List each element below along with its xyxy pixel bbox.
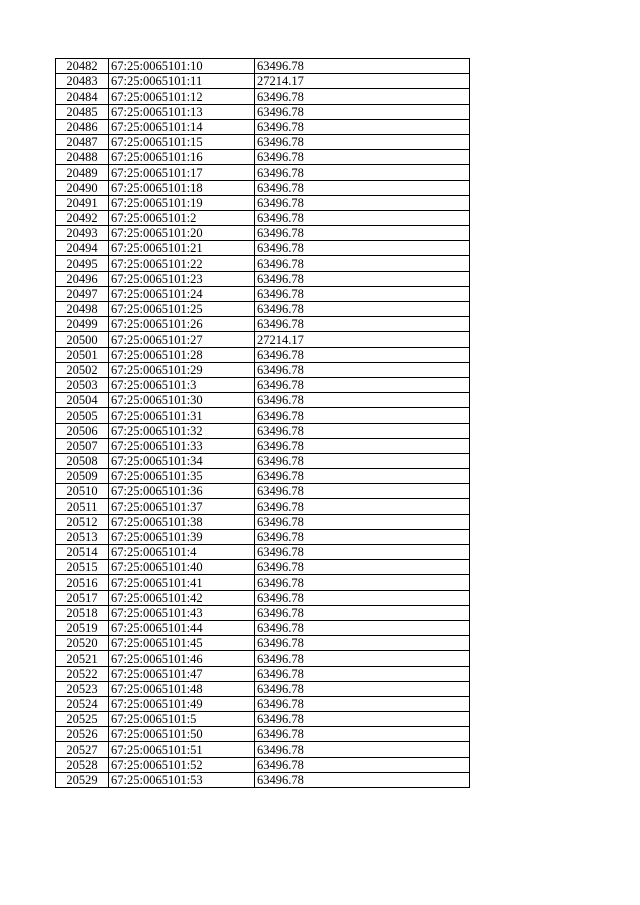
value-cell: 63496.78: [255, 590, 470, 605]
cadastral-number-cell: 67:25:0065101:10: [109, 59, 255, 74]
row-number-cell: 20482: [56, 59, 109, 74]
table-row: [56, 636, 470, 651]
value-cell: 63496.78: [255, 226, 470, 241]
cadastral-number-cell: 67:25:0065101:25: [109, 302, 255, 317]
row-number-cell: 20523: [56, 681, 109, 696]
value-cell: 63496.78: [255, 712, 470, 727]
table-row: [56, 210, 470, 225]
value-cell: 63496.78: [255, 742, 470, 757]
row-number-cell: 20529: [56, 772, 109, 787]
row-number-cell: 20506: [56, 423, 109, 438]
table-row: [56, 666, 470, 681]
row-number-cell: 20513: [56, 529, 109, 544]
table-row: [56, 362, 470, 377]
cadastral-number-cell: 67:25:0065101:15: [109, 134, 255, 149]
value-cell: 63496.78: [255, 241, 470, 256]
row-number-cell: 20492: [56, 210, 109, 225]
table-row: [56, 484, 470, 499]
cadastral-number-cell: 67:25:0065101:33: [109, 438, 255, 453]
cadastral-number-cell: 67:25:0065101:34: [109, 453, 255, 468]
row-number-cell: 20509: [56, 469, 109, 484]
cadastral-number-cell: 67:25:0065101:46: [109, 651, 255, 666]
cadastral-number-cell: 67:25:0065101:14: [109, 119, 255, 134]
row-number-cell: 20486: [56, 119, 109, 134]
table-row: [56, 545, 470, 560]
row-number-cell: 20487: [56, 134, 109, 149]
row-number-cell: 20500: [56, 332, 109, 347]
cadastral-number-cell: 67:25:0065101:45: [109, 636, 255, 651]
row-number-cell: 20493: [56, 226, 109, 241]
table-row: [56, 590, 470, 605]
table-row: [56, 256, 470, 271]
row-number-cell: 20510: [56, 484, 109, 499]
table-row: [56, 271, 470, 286]
cadastral-number-cell: 67:25:0065101:24: [109, 286, 255, 301]
row-number-cell: 20490: [56, 180, 109, 195]
cadastral-number-cell: 67:25:0065101:36: [109, 484, 255, 499]
table-row: [56, 317, 470, 332]
row-number-cell: 20505: [56, 408, 109, 423]
row-number-cell: 20511: [56, 499, 109, 514]
cadastral-number-cell: 67:25:0065101:40: [109, 560, 255, 575]
table-row: [56, 620, 470, 635]
table-row: [56, 605, 470, 620]
table-row: [56, 529, 470, 544]
value-cell: 63496.78: [255, 545, 470, 560]
cadastral-number-cell: 67:25:0065101:51: [109, 742, 255, 757]
value-cell: 63496.78: [255, 529, 470, 544]
value-cell: 63496.78: [255, 651, 470, 666]
value-cell: 63496.78: [255, 696, 470, 711]
value-cell: 27214.17: [255, 74, 470, 89]
row-number-cell: 20497: [56, 286, 109, 301]
table-row: [56, 575, 470, 590]
cadastral-number-cell: 67:25:0065101:30: [109, 393, 255, 408]
value-cell: 63496.78: [255, 150, 470, 165]
value-cell: 63496.78: [255, 271, 470, 286]
data-table: [55, 58, 470, 788]
table-row: [56, 59, 470, 74]
table-row: [56, 393, 470, 408]
cadastral-number-cell: 67:25:0065101:39: [109, 529, 255, 544]
value-cell: 63496.78: [255, 377, 470, 392]
row-number-cell: 20519: [56, 620, 109, 635]
value-cell: 63496.78: [255, 575, 470, 590]
cadastral-number-cell: 67:25:0065101:38: [109, 514, 255, 529]
cadastral-number-cell: 67:25:0065101:5: [109, 712, 255, 727]
table-row: [56, 469, 470, 484]
value-cell: 63496.78: [255, 286, 470, 301]
value-cell: 63496.78: [255, 210, 470, 225]
table-row: [56, 560, 470, 575]
row-number-cell: 20485: [56, 104, 109, 119]
value-cell: 63496.78: [255, 453, 470, 468]
cadastral-number-cell: 67:25:0065101:32: [109, 423, 255, 438]
table-row: [56, 408, 470, 423]
table-row: [56, 165, 470, 180]
table-row: [56, 332, 470, 347]
cadastral-number-cell: 67:25:0065101:4: [109, 545, 255, 560]
row-number-cell: 20489: [56, 165, 109, 180]
row-number-cell: 20526: [56, 727, 109, 742]
table-row: [56, 302, 470, 317]
cadastral-number-cell: 67:25:0065101:53: [109, 772, 255, 787]
value-cell: 63496.78: [255, 636, 470, 651]
cadastral-number-cell: 67:25:0065101:13: [109, 104, 255, 119]
table-row: [56, 453, 470, 468]
value-cell: 63496.78: [255, 256, 470, 271]
row-number-cell: 20528: [56, 757, 109, 772]
row-number-cell: 20495: [56, 256, 109, 271]
table-row: [56, 712, 470, 727]
row-number-cell: 20516: [56, 575, 109, 590]
table-row: [56, 104, 470, 119]
table-row: [56, 150, 470, 165]
cadastral-number-cell: 67:25:0065101:20: [109, 226, 255, 241]
cadastral-number-cell: 67:25:0065101:49: [109, 696, 255, 711]
table-row: [56, 499, 470, 514]
row-number-cell: 20484: [56, 89, 109, 104]
value-cell: 63496.78: [255, 605, 470, 620]
table-row: [56, 438, 470, 453]
cadastral-number-cell: 67:25:0065101:23: [109, 271, 255, 286]
table-row: [56, 651, 470, 666]
row-number-cell: 20504: [56, 393, 109, 408]
table-row: [56, 696, 470, 711]
row-number-cell: 20503: [56, 377, 109, 392]
table-row: [56, 742, 470, 757]
cadastral-number-cell: 67:25:0065101:37: [109, 499, 255, 514]
value-cell: 63496.78: [255, 727, 470, 742]
value-cell: 63496.78: [255, 104, 470, 119]
row-number-cell: 20496: [56, 271, 109, 286]
value-cell: 63496.78: [255, 362, 470, 377]
value-cell: 63496.78: [255, 469, 470, 484]
row-number-cell: 20498: [56, 302, 109, 317]
row-number-cell: 20525: [56, 712, 109, 727]
row-number-cell: 20527: [56, 742, 109, 757]
table-row: [56, 74, 470, 89]
value-cell: 63496.78: [255, 484, 470, 499]
table-row: [56, 514, 470, 529]
cadastral-number-cell: 67:25:0065101:35: [109, 469, 255, 484]
value-cell: 63496.78: [255, 772, 470, 787]
value-cell: 63496.78: [255, 666, 470, 681]
cadastral-number-cell: 67:25:0065101:26: [109, 317, 255, 332]
value-cell: 63496.78: [255, 499, 470, 514]
cadastral-number-cell: 67:25:0065101:44: [109, 620, 255, 635]
cadastral-number-cell: 67:25:0065101:52: [109, 757, 255, 772]
cadastral-number-cell: 67:25:0065101:21: [109, 241, 255, 256]
cadastral-number-cell: 67:25:0065101:12: [109, 89, 255, 104]
cadastral-number-cell: 67:25:0065101:18: [109, 180, 255, 195]
table-row: [56, 286, 470, 301]
cadastral-number-cell: 67:25:0065101:42: [109, 590, 255, 605]
row-number-cell: 20515: [56, 560, 109, 575]
row-number-cell: 20508: [56, 453, 109, 468]
row-number-cell: 20520: [56, 636, 109, 651]
value-cell: 63496.78: [255, 423, 470, 438]
table-row: [56, 772, 470, 787]
table-row: [56, 180, 470, 195]
value-cell: 63496.78: [255, 408, 470, 423]
cadastral-number-cell: 67:25:0065101:47: [109, 666, 255, 681]
cadastral-number-cell: 67:25:0065101:43: [109, 605, 255, 620]
table-row: [56, 423, 470, 438]
table-row: [56, 195, 470, 210]
cadastral-number-cell: 67:25:0065101:31: [109, 408, 255, 423]
table-row: [56, 727, 470, 742]
value-cell: 63496.78: [255, 302, 470, 317]
value-cell: 27214.17: [255, 332, 470, 347]
row-number-cell: 20499: [56, 317, 109, 332]
value-cell: 63496.78: [255, 560, 470, 575]
row-number-cell: 20522: [56, 666, 109, 681]
row-number-cell: 20521: [56, 651, 109, 666]
value-cell: 63496.78: [255, 757, 470, 772]
table-row: [56, 134, 470, 149]
cadastral-number-cell: 67:25:0065101:29: [109, 362, 255, 377]
value-cell: 63496.78: [255, 347, 470, 362]
cadastral-number-cell: 67:25:0065101:28: [109, 347, 255, 362]
cadastral-number-cell: 67:25:0065101:2: [109, 210, 255, 225]
value-cell: 63496.78: [255, 89, 470, 104]
value-cell: 63496.78: [255, 681, 470, 696]
row-number-cell: 20491: [56, 195, 109, 210]
row-number-cell: 20517: [56, 590, 109, 605]
value-cell: 63496.78: [255, 165, 470, 180]
table-row: [56, 681, 470, 696]
table-row: [56, 226, 470, 241]
table-row: [56, 89, 470, 104]
row-number-cell: 20514: [56, 545, 109, 560]
value-cell: 63496.78: [255, 195, 470, 210]
row-number-cell: 20502: [56, 362, 109, 377]
cadastral-number-cell: 67:25:0065101:19: [109, 195, 255, 210]
value-cell: 63496.78: [255, 134, 470, 149]
cadastral-number-cell: 67:25:0065101:22: [109, 256, 255, 271]
cadastral-number-cell: 67:25:0065101:3: [109, 377, 255, 392]
cadastral-number-cell: 67:25:0065101:50: [109, 727, 255, 742]
table-row: [56, 757, 470, 772]
cadastral-number-cell: 67:25:0065101:27: [109, 332, 255, 347]
row-number-cell: 20501: [56, 347, 109, 362]
value-cell: 63496.78: [255, 180, 470, 195]
data-table-body: [56, 59, 470, 788]
value-cell: 63496.78: [255, 620, 470, 635]
value-cell: 63496.78: [255, 59, 470, 74]
table-row: [56, 119, 470, 134]
cadastral-number-cell: 67:25:0065101:11: [109, 74, 255, 89]
value-cell: 63496.78: [255, 438, 470, 453]
row-number-cell: 20483: [56, 74, 109, 89]
row-number-cell: 20494: [56, 241, 109, 256]
row-number-cell: 20512: [56, 514, 109, 529]
row-number-cell: 20488: [56, 150, 109, 165]
value-cell: 63496.78: [255, 317, 470, 332]
cadastral-number-cell: 67:25:0065101:16: [109, 150, 255, 165]
value-cell: 63496.78: [255, 393, 470, 408]
value-cell: 63496.78: [255, 119, 470, 134]
table-row: [56, 347, 470, 362]
value-cell: 63496.78: [255, 514, 470, 529]
table-row: [56, 241, 470, 256]
row-number-cell: 20518: [56, 605, 109, 620]
table-row: [56, 377, 470, 392]
cadastral-number-cell: 67:25:0065101:48: [109, 681, 255, 696]
row-number-cell: 20524: [56, 696, 109, 711]
cadastral-number-cell: 67:25:0065101:17: [109, 165, 255, 180]
cadastral-number-cell: 67:25:0065101:41: [109, 575, 255, 590]
row-number-cell: 20507: [56, 438, 109, 453]
